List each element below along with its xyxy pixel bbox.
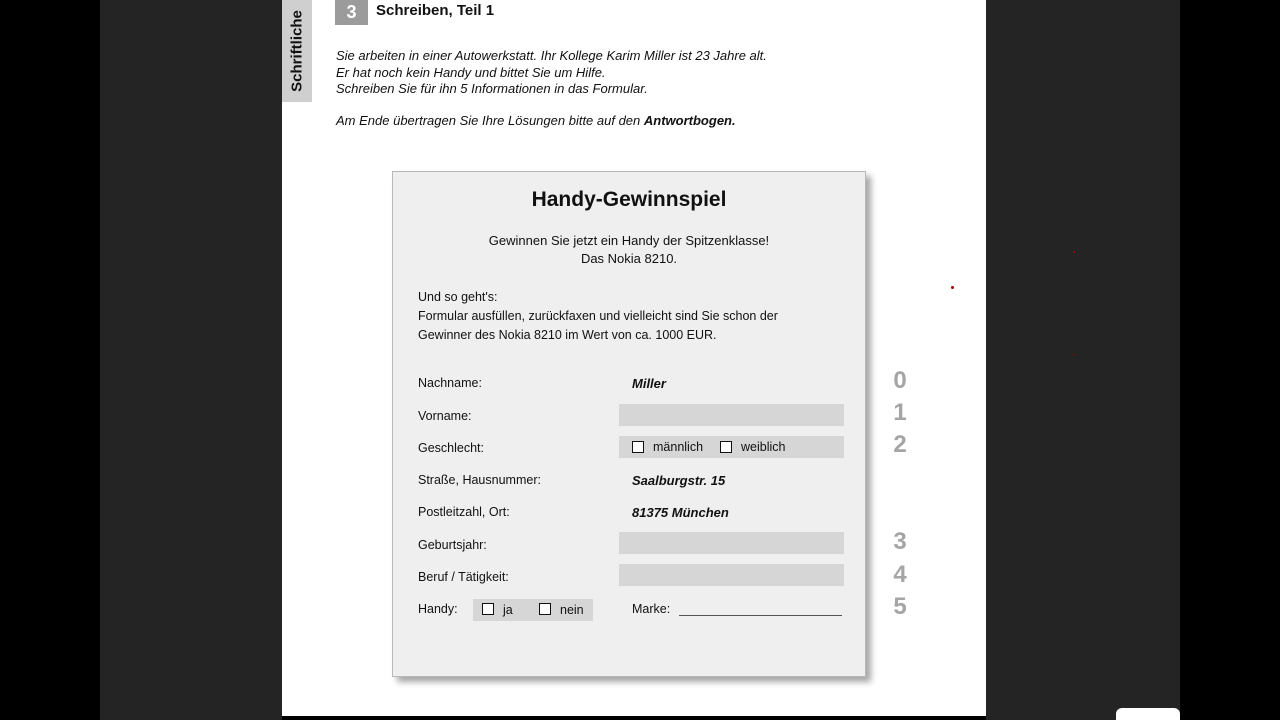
marke-label: Marke: — [632, 602, 671, 616]
score-digit: 3 — [893, 528, 907, 555]
instruction-line: Schreiben Sie für ihn 5 Informationen in das Formular. — [336, 81, 648, 96]
document-page — [282, 0, 986, 716]
side-tab — [282, 0, 312, 102]
strasse-value: Saalburgstr. 15 — [632, 473, 726, 488]
annotation-dot — [951, 286, 954, 289]
ja-checkbox[interactable] — [482, 603, 494, 615]
nachname-label: Nachname: — [418, 376, 482, 390]
handy-label: Handy: — [418, 602, 458, 616]
beruf-label: Beruf / Tätigkeit: — [418, 570, 509, 584]
annotation-dot — [1073, 251, 1075, 253]
nachname-value: Miller — [632, 376, 666, 391]
howto-line: Und so geht's: — [418, 290, 498, 304]
instructions — [336, 48, 767, 98]
form-instructions — [418, 288, 778, 345]
annotation-dot — [1073, 354, 1075, 355]
score-digit: 5 — [893, 593, 907, 620]
maennlich-label: männlich — [653, 440, 704, 454]
task-number-badge: 3 — [335, 0, 368, 25]
nein-label: nein — [560, 603, 584, 617]
handy-options — [473, 599, 593, 621]
subtitle-line: Gewinnen Sie jetzt ein Handy der Spitzenklasse! — [488, 233, 770, 248]
strasse-label: Straße, Hausnummer: — [418, 473, 541, 487]
ja-label: ja — [503, 603, 513, 617]
weiblich-checkbox[interactable] — [720, 441, 732, 453]
task-heading: Schreiben, Teil 1 — [376, 2, 495, 19]
howto-line: Gewinner des Nokia 8210 im Wert von ca. 1000 EUR. — [418, 328, 717, 342]
form-title: Handy-Gewinnspiel — [531, 188, 727, 211]
plz-ort-value: 81375 München — [632, 505, 729, 520]
marke-input-line[interactable] — [679, 602, 842, 616]
instruction-line: Er hat noch kein Handy und bittet Sie um Hilfe. — [336, 64, 606, 80]
contest-form — [392, 171, 866, 677]
geschlecht-options — [619, 436, 844, 458]
geburtsjahr-label: Geburtsjahr: — [418, 538, 487, 552]
form-subtitle — [393, 232, 865, 267]
geburtsjahr-input[interactable] — [619, 532, 844, 554]
final-note-text: Am Ende übertragen Sie Ihre Lösungen bitte auf den — [336, 113, 644, 128]
score-digit: 4 — [893, 561, 907, 588]
score-digit: 0 — [893, 367, 907, 394]
geschlecht-label: Geschlecht: — [418, 441, 485, 455]
score-digit: 1 — [893, 399, 907, 426]
right-dark-panel — [986, 0, 1180, 720]
plz-ort-label: Postleitzahl, Ort: — [418, 505, 510, 519]
final-note — [336, 113, 736, 128]
weiblich-label: weiblich — [741, 440, 786, 454]
beruf-input[interactable] — [619, 564, 844, 586]
vorname-input[interactable] — [619, 404, 844, 426]
subtitle-line: Das Nokia 8210. — [580, 250, 678, 266]
left-dark-panel — [100, 0, 282, 720]
score-digit: 2 — [893, 431, 907, 458]
instruction-line: Sie arbeiten in einer Autowerkstatt. Ihr Kollege Karim Miller ist 23 Jahre alt. — [336, 48, 767, 63]
corner-overlay — [1116, 708, 1180, 720]
nein-checkbox[interactable] — [539, 603, 551, 615]
final-note-bold: Antwortbogen. — [643, 113, 736, 128]
side-tab-label: Schriftliche — [288, 10, 306, 92]
vorname-label: Vorname: — [418, 409, 472, 423]
howto-line: Formular ausfüllen, zurückfaxen und vielleicht sind Sie schon der — [418, 309, 778, 323]
maennlich-checkbox[interactable] — [632, 441, 644, 453]
